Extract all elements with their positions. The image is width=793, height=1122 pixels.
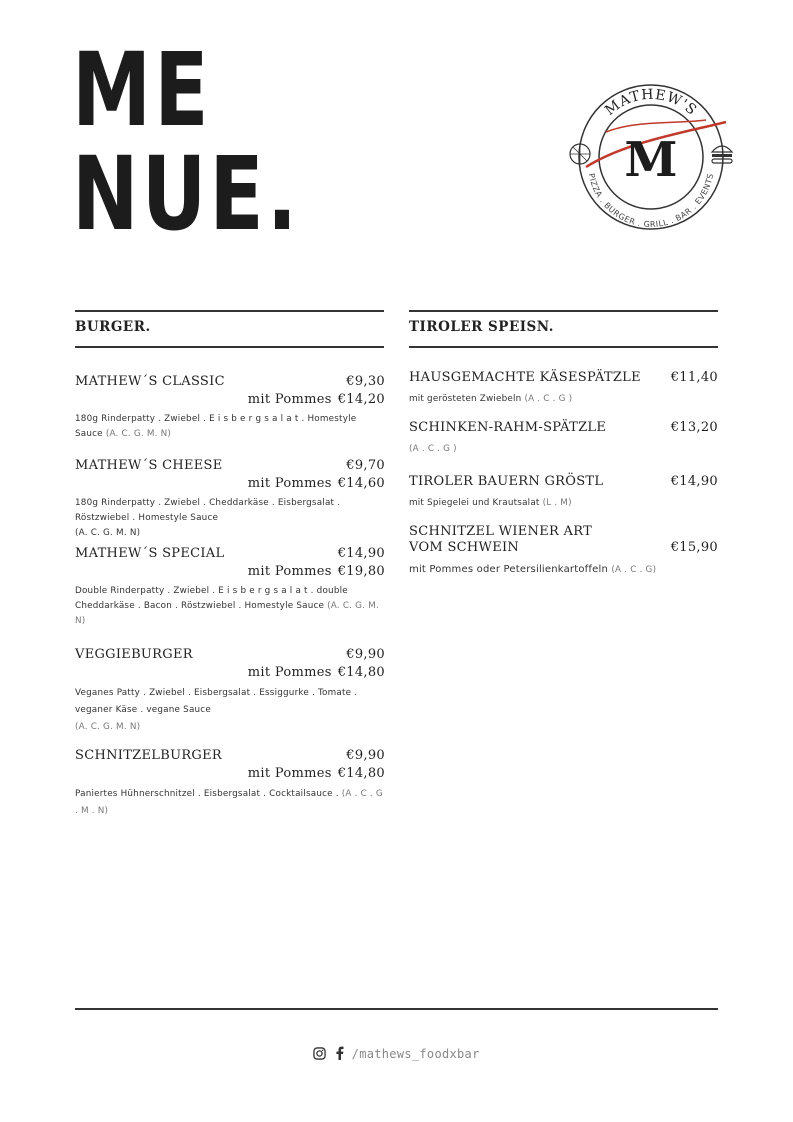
item-price: €9,90 xyxy=(346,748,385,763)
menu-title-line2: NUE. xyxy=(72,135,301,254)
burger-item-schnitzel xyxy=(75,748,385,820)
item-desc: mit gerösteten Zwiebeln xyxy=(409,394,522,404)
item-name-line2: VOM SCHWEIN xyxy=(409,540,520,555)
burger-item-classic xyxy=(75,374,385,442)
item-sub-price: €14,80 xyxy=(337,665,385,680)
item-sub-price: €14,60 xyxy=(337,476,385,491)
burger-item-veggie xyxy=(75,647,385,736)
item-allergens: (A. C. G. M. N) xyxy=(75,528,141,538)
item-name: SCHINKEN-RAHM-SPÄTZLE xyxy=(409,420,607,435)
pizza-icon xyxy=(570,144,590,164)
item-price: €15,90 xyxy=(670,540,718,555)
burger-item-cheese xyxy=(75,458,385,541)
logo-bottom-text: PIZZA . BURGER . GRILL . BAR . EVENTS xyxy=(586,172,716,230)
item-allergens: (A . C . G) xyxy=(611,565,657,575)
logo-top-text: MATHEW'S xyxy=(602,86,700,119)
tirol-item-schnitzel xyxy=(409,524,718,578)
item-name-line1: SCHNITZEL WIENER ART xyxy=(409,524,593,539)
item-name: VEGGIEBURGER xyxy=(75,647,193,662)
tirol-item-schinken xyxy=(409,420,718,457)
item-desc: 180g Rinderpatty . Zwiebel . Cheddarkäse . Eisbergsalat . Röstzwiebel . Homestyle Sauce xyxy=(75,498,341,523)
item-name: HAUSGEMACHTE KÄSESPÄTZLE xyxy=(409,370,641,385)
item-price: €9,90 xyxy=(346,647,385,662)
item-allergens: (A. C. G. M. N) xyxy=(75,722,141,732)
burger-item-special xyxy=(75,546,385,629)
item-desc: Paniertes Hühnerschnitzel . Eisbergsalat . Cocktailsauce . xyxy=(75,789,339,799)
item-allergens: (A. C. G. M. N) xyxy=(75,601,379,626)
logo-letter: M xyxy=(624,132,678,188)
item-sub-label: mit Pommes xyxy=(247,665,332,680)
item-allergens: (A . C . G . M . N) xyxy=(75,789,383,816)
item-desc: Veganes Patty . Zwiebel . Eisbergsalat . Essiggurke . Tomate . veganer Käse . vegane Sauce xyxy=(75,688,358,715)
instagram-icon[interactable] xyxy=(313,1047,334,1062)
item-price: €14,90 xyxy=(670,474,718,489)
tirol-item-groestl xyxy=(409,474,718,511)
item-allergens: (A . C . G ) xyxy=(524,394,573,404)
mathews-logo xyxy=(566,72,736,242)
facebook-icon[interactable] xyxy=(335,1047,352,1062)
item-sub-label: mit Pommes xyxy=(247,392,332,407)
item-price: €9,30 xyxy=(346,374,385,389)
item-price: €13,20 xyxy=(670,420,718,435)
burger-top-rule xyxy=(75,310,384,312)
item-sub-label: mit Pommes xyxy=(247,476,332,491)
tirol-top-rule xyxy=(409,310,718,312)
item-allergens: (A. C. G. M. N) xyxy=(105,429,172,439)
item-name: MATHEW´S CLASSIC xyxy=(75,374,225,389)
item-allergens: (L . M) xyxy=(542,498,572,508)
item-name: SCHNITZELBURGER xyxy=(75,748,222,763)
svg-text:MATHEW'S xyxy=(602,87,700,119)
footer-rule xyxy=(75,1008,718,1010)
social-handle[interactable]: /mathews_foodxbar xyxy=(351,1047,480,1061)
item-sub-price: €19,80 xyxy=(337,564,385,579)
item-name: MATHEW´S CHEESE xyxy=(75,458,223,473)
item-sub-price: €14,80 xyxy=(337,766,385,781)
tirol-bottom-rule xyxy=(409,346,718,348)
item-price: €14,90 xyxy=(337,546,385,561)
item-desc: 180g Rinderpatty . Zwiebel . E i s b e r g s a l a t . Homestyle Sauce xyxy=(75,414,357,439)
item-desc: mit Pommes oder Petersilienkartoffeln xyxy=(409,564,608,575)
item-sub-price: €14,20 xyxy=(337,392,385,407)
item-price: €9,70 xyxy=(346,458,385,473)
item-desc: mit Spiegelei und Krautsalat xyxy=(409,498,540,508)
item-name: MATHEW´S SPECIAL xyxy=(75,546,225,561)
item-desc: Double Rinderpatty . Zwiebel . E i s b e r g s a l a t . double Cheddarkäse . Bacon . Röstzwiebel . Homestyle Sauce xyxy=(75,586,348,611)
tirol-section-title: TIROLER SPEISN. xyxy=(409,319,554,335)
burger-bottom-rule xyxy=(75,346,384,348)
item-sub-label: mit Pommes xyxy=(247,564,332,579)
tirol-item-kaesespaetzle xyxy=(409,370,718,407)
menu-title-line1: ME xyxy=(72,31,212,150)
item-price: €11,40 xyxy=(670,370,718,385)
item-sub-label: mit Pommes xyxy=(247,766,332,781)
item-allergens: (A . C . G ) xyxy=(409,444,457,454)
burger-section-title: BURGER. xyxy=(75,319,151,335)
item-name: TIROLER BAUERN GRÖSTL xyxy=(409,474,604,489)
footer-social xyxy=(0,1046,793,1062)
